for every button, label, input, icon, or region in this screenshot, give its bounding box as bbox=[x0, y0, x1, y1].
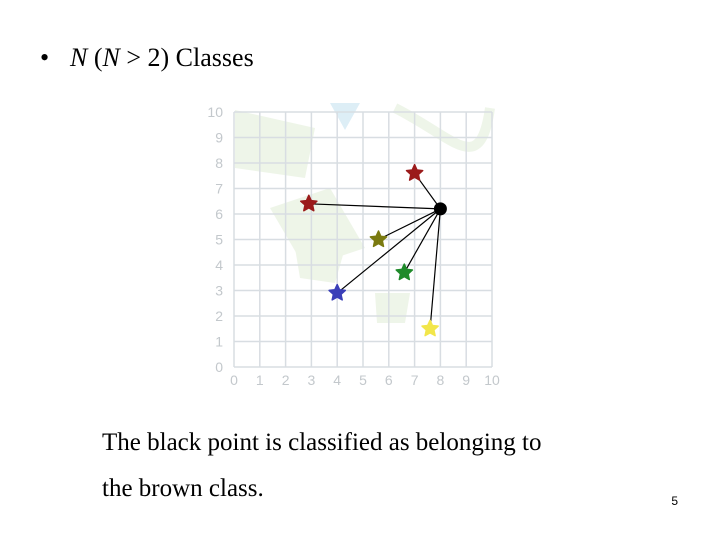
bullet: • bbox=[40, 43, 50, 72]
x-tick-label: 9 bbox=[462, 372, 471, 388]
x-tick-label: 4 bbox=[333, 372, 342, 388]
x-tick-label: 10 bbox=[484, 372, 500, 388]
x-tick-label: 1 bbox=[255, 372, 264, 388]
y-tick-label: 2 bbox=[215, 308, 223, 324]
x-tick-label: 0 bbox=[230, 372, 238, 388]
y-tick-label: 0 bbox=[215, 359, 223, 375]
x-tick-label: 5 bbox=[359, 372, 367, 388]
title-rest: > 2) Classes bbox=[119, 43, 254, 72]
neighbor-star bbox=[370, 231, 386, 246]
neighbor-star bbox=[329, 285, 345, 300]
slide-title bbox=[40, 40, 254, 76]
neighbor-star bbox=[407, 165, 423, 180]
x-axis-ticks bbox=[230, 372, 500, 388]
y-tick-label: 9 bbox=[215, 129, 223, 146]
x-tick-label: 7 bbox=[410, 372, 419, 388]
x-tick-label: 2 bbox=[281, 372, 290, 388]
y-tick-label: 8 bbox=[215, 155, 223, 171]
caption bbox=[102, 420, 622, 512]
title-n-inner: N bbox=[102, 43, 120, 72]
y-tick-label: 3 bbox=[215, 282, 223, 299]
title-open: ( bbox=[87, 43, 103, 72]
neighbor-star bbox=[422, 320, 438, 335]
y-tick-label: 5 bbox=[215, 231, 223, 248]
neighbor-line bbox=[430, 209, 440, 329]
y-tick-label: 7 bbox=[215, 180, 223, 197]
x-tick-label: 6 bbox=[384, 372, 393, 388]
query-point bbox=[434, 202, 447, 215]
y-tick-label: 6 bbox=[215, 206, 223, 222]
x-tick-label: 8 bbox=[436, 372, 445, 388]
caption-line-2: the brown class. bbox=[102, 475, 264, 502]
page-number: 5 bbox=[671, 494, 678, 508]
y-tick-label: 4 bbox=[215, 257, 223, 273]
x-tick-label: 3 bbox=[307, 372, 316, 388]
caption-line-1: The black point is classified as belonging to bbox=[102, 429, 542, 456]
y-axis-ticks bbox=[207, 104, 223, 375]
y-tick-label: 10 bbox=[207, 104, 223, 120]
knn-scatter-chart bbox=[195, 98, 525, 398]
title-n: N bbox=[70, 43, 88, 72]
neighbor-star bbox=[396, 264, 412, 279]
query-point-group bbox=[434, 202, 447, 215]
y-tick-label: 1 bbox=[215, 333, 223, 350]
